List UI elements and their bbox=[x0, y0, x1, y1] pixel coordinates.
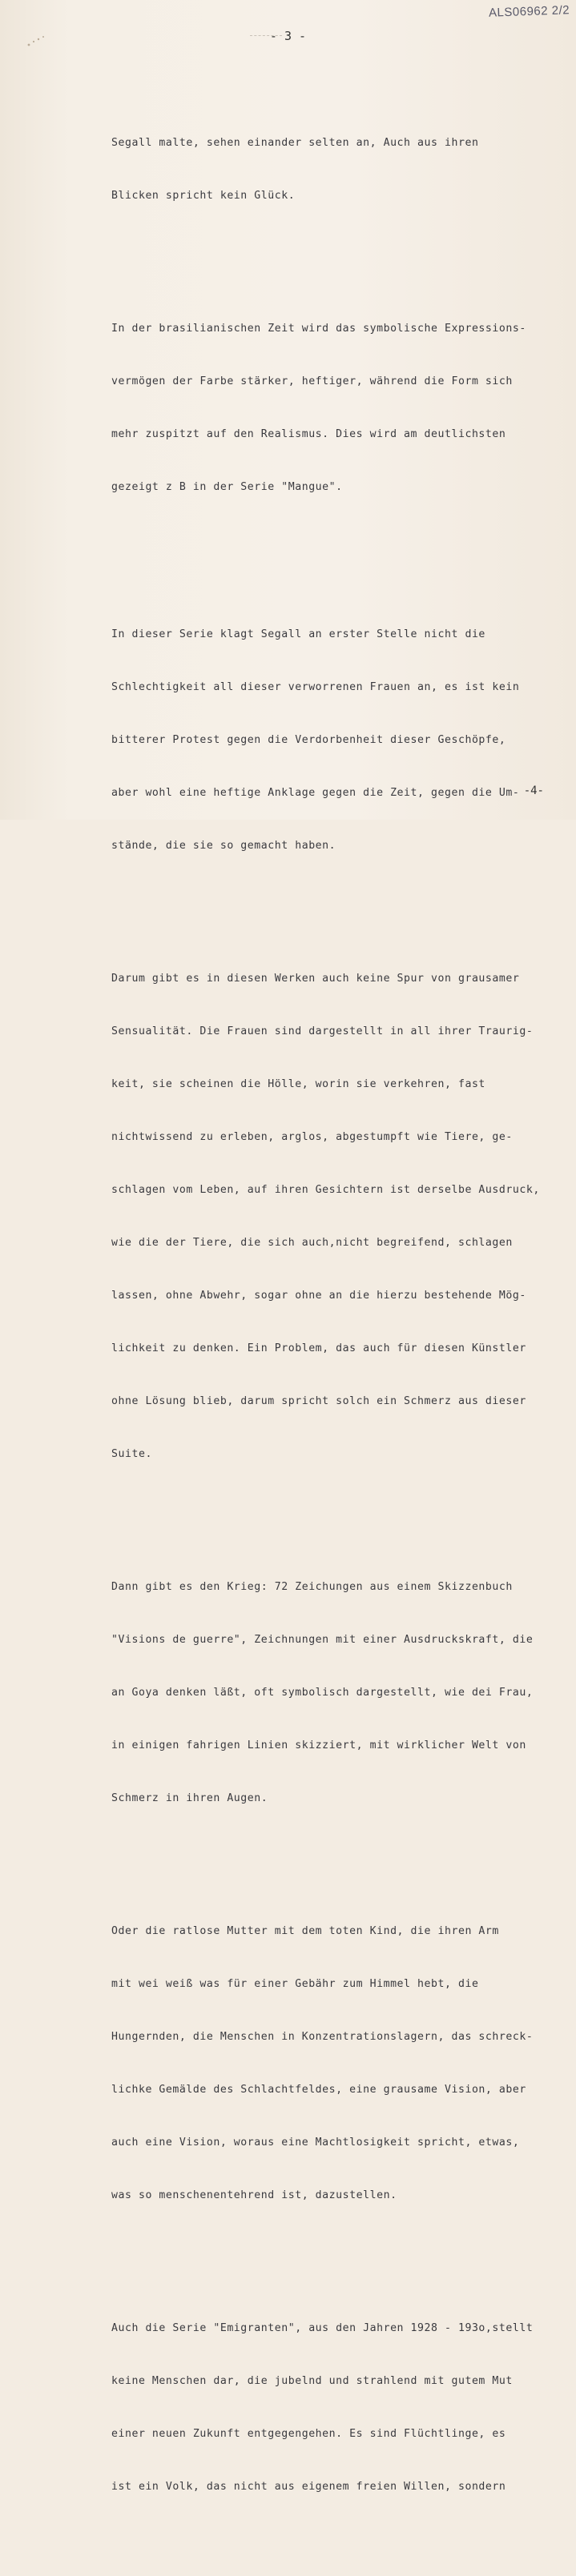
text-line: "Visions de guerre", Zeichnungen mit einer Ausdruckskraft, die bbox=[111, 1634, 534, 1646]
text-line: ohne Lösung blieb, darum spricht solch ein Schmerz aus dieser bbox=[111, 1395, 526, 1407]
text-line: Suite. bbox=[111, 1448, 152, 1460]
text-line: keit, sie scheinen die Hölle, worin sie verkehren, fast bbox=[111, 1078, 485, 1090]
text-line: Sensualität. Die Frauen sind dargestellt in all ihrer Traurig- bbox=[111, 1025, 534, 1037]
archive-id-stamp: ALS06962 2/2 bbox=[488, 3, 570, 20]
text-line: lichkeit zu denken. Ein Problem, das auch für diesen Künstler bbox=[111, 1342, 526, 1354]
text-line: wie die der Tiere, die sich auch,nicht begreifend, schlagen bbox=[111, 1237, 513, 1249]
document-body bbox=[111, 64, 560, 2576]
text-line: aber wohl eine heftige Anklage gegen die Zeit, gegen die Um- bbox=[111, 787, 520, 799]
text-line: Auch die Serie "Emigranten", aus den Jahren 1928 - 193o,stellt bbox=[111, 2322, 534, 2334]
paragraph-2 bbox=[111, 285, 560, 532]
text-line: mehr zuspitzt auf den Realismus. Dies wird am deutlichsten bbox=[111, 428, 506, 440]
text-line: in einigen fahrigen Linien skizziert, mit wirklicher Welt von bbox=[111, 1739, 526, 1751]
text-line: bitterer Protest gegen die Verdorbenheit dieser Geschöpfe, bbox=[111, 734, 506, 746]
text-line: Schmerz in ihren Augen. bbox=[111, 1792, 268, 1804]
text-line: lassen, ohne Abwehr, sogar ohne an die hierzu bestehende Mög- bbox=[111, 1290, 526, 1302]
text-line: lichke Gemälde des Schlachtfeldes, eine grausame Vision, aber bbox=[111, 2084, 526, 2096]
text-line: Darum gibt es in diesen Werken auch keine Spur von grausamer bbox=[111, 973, 520, 985]
text-line: ist ein Volk, das nicht aus eigenem freien Willen, sondern bbox=[111, 2481, 506, 2493]
page-number: - 3 - bbox=[269, 29, 307, 43]
text-line: Dann gibt es den Krieg: 72 Zeichungen aus einem Skizzenbuch bbox=[111, 1581, 513, 1593]
paragraph-4 bbox=[111, 935, 560, 1499]
paragraph-6 bbox=[111, 1888, 560, 2240]
paragraph-3 bbox=[111, 591, 560, 890]
text-line: stände, die sie so gemacht haben. bbox=[111, 840, 336, 852]
text-line: In der brasilianischen Zeit wird das symbolische Expressions- bbox=[111, 323, 526, 335]
text-line: an Goya denken läßt, oft symbolisch dargestellt, wie dei Frau, bbox=[111, 1687, 534, 1699]
text-line: Blicken spricht kein Glück. bbox=[111, 190, 296, 202]
text-line: Hungernden, die Menschen in Konzentrationslagern, das schreck- bbox=[111, 2031, 534, 2043]
text-line: einer neuen Zukunft entgegengehen. Es sind Flüchtlinge, es bbox=[111, 2428, 506, 2440]
text-line: schlagen vom Leben, auf ihren Gesichtern ist derselbe Ausdruck, bbox=[111, 1184, 540, 1196]
next-page-marker: -4- bbox=[523, 784, 544, 797]
text-line: vermögen der Farbe stärker, heftiger, während die Form sich bbox=[111, 375, 513, 387]
text-line: mit wei weiß was für einer Gebähr zum Himmel hebt, die bbox=[111, 1978, 479, 1990]
text-line: In dieser Serie klagt Segall an erster Stelle nicht die bbox=[111, 628, 485, 640]
paragraph-5 bbox=[111, 1543, 560, 1843]
text-line: Segall malte, sehen einander selten an, Auch aus ihren bbox=[111, 137, 479, 149]
paragraph-1 bbox=[111, 99, 560, 240]
text-line: Schlechtigkeit all dieser verworrenen Frauen an, es ist kein bbox=[111, 681, 520, 693]
text-line: auch eine Vision, woraus eine Machtlosigkeit spricht, etwas, bbox=[111, 2137, 520, 2149]
text-line: nichtwissend zu erleben, arglos, abgestumpft wie Tiere, ge- bbox=[111, 1131, 513, 1143]
paragraph-7 bbox=[111, 2285, 560, 2531]
text-line: keine Menschen dar, die jubelnd und strahlend mit gutem Mut bbox=[111, 2375, 513, 2387]
text-line: Oder die ratlose Mutter mit dem toten Kind, die ihren Arm bbox=[111, 1925, 499, 1937]
text-line: gezeigt z B in der Serie "Mangue". bbox=[111, 481, 343, 493]
text-line: was so menschenentehrend ist, dazustellen. bbox=[111, 2189, 397, 2201]
